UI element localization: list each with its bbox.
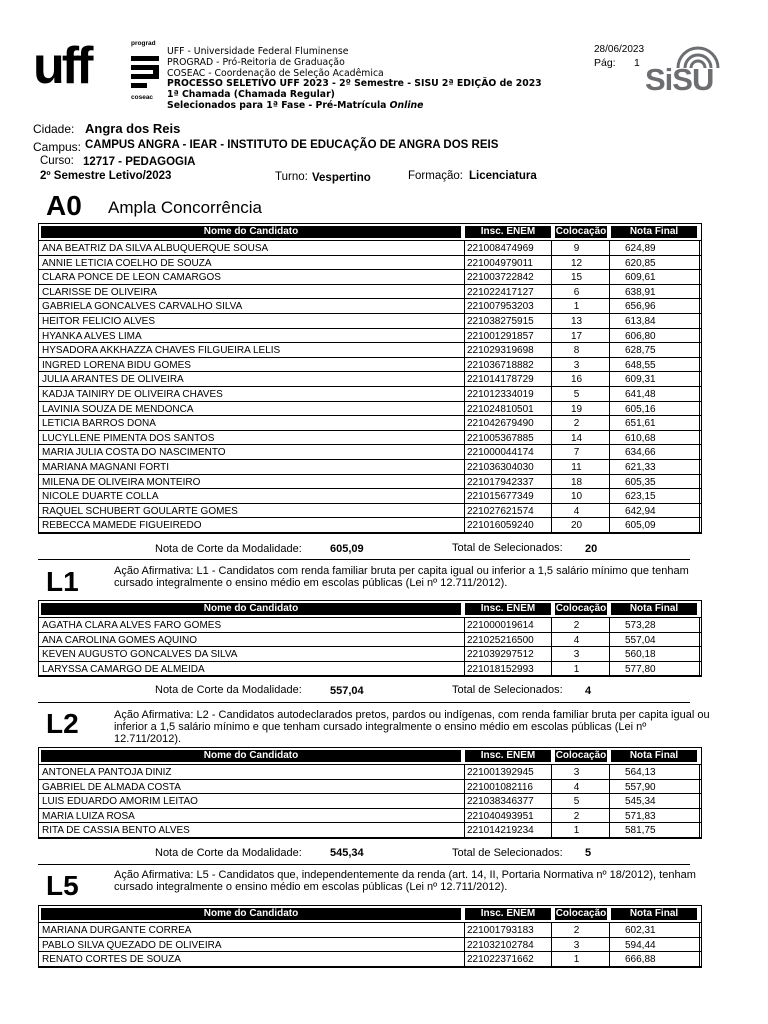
colocacao: 2 [573,620,580,631]
curso-value: 12717 - PEDAGOGIA [83,156,196,168]
semestre-value: 2º Semestre Letivo/2023 [40,170,172,182]
column-divider [699,923,700,967]
column-divider [609,618,610,676]
colocacao: 1 [573,301,580,313]
colocacao: 3 [573,939,580,951]
table-row [39,504,701,519]
cut-l2-value: 545,34 [330,847,364,859]
table-row [39,285,701,300]
section-l2-desc: Ação Afirmativa: L2 - Candidatos autodeclarados pretos, pardos ou indígenas, com renda familiar bruta per capita igual ou inferior a 1,5 salário mínimo e que tenham cursado integralmente o ensino médio em escolas públicas (Lei nº 12.711/2012). [114,709,710,745]
cut-l2-label: Nota de Corte da Modalidade: [155,847,302,859]
header-text-block [167,47,542,112]
enem-number: 221029319698 [467,345,534,357]
section-l5-code: L5 [46,870,79,901]
table-row [39,618,701,633]
col-header-nota: Nota Final [611,226,697,238]
colocacao: 1 [573,954,580,966]
nota-final: 610,68 [625,432,656,444]
enem-number: 221018152993 [467,663,534,675]
col-header-insc: Insc. ENEM [465,226,551,238]
enem-number: 221012334019 [467,388,534,400]
candidate-name: MARIANA MAGNANI FORTI [42,461,170,473]
report-date: 28/06/2023 [594,44,645,55]
colocacao: 6 [573,286,580,298]
table-a0 [38,223,702,534]
col-header-insc: Insc. ENEM [465,603,551,615]
table-row [39,923,701,938]
header-line-selecionados: Selecionados para 1ª Fase - Pré-Matrícula Online [167,99,424,111]
turno-label: Turno: [275,171,308,183]
candidate-name: ANNIE LETICIA COELHO DE SOUZA [42,257,212,269]
nota-final: 557,04 [625,634,656,646]
cut-a0-value: 605,09 [330,543,364,555]
uff-logo-text: uff [33,37,91,95]
colocacao: 1 [573,663,580,675]
enem-number: 221001793183 [467,925,534,936]
candidate-name: RAQUEL SCHUBERT GOULARTE GOMES [42,505,238,517]
colocacao: 17 [570,330,583,342]
campus-value: CAMPUS ANGRA - IEAR - INSTITUTO DE EDUCAÇÃO DE ANGRA DOS REIS [85,139,499,151]
section-a0-code: A0 [46,190,82,221]
table-header [39,224,701,238]
table-row [39,952,701,967]
enem-number: 221015677349 [467,491,534,503]
table-l1 [38,600,702,677]
enem-number: 221000044174 [467,447,534,459]
nota-final: 605,16 [625,403,656,415]
candidate-name: LUCYLLENE PIMENTA DOS SANTOS [42,432,215,444]
enem-number: 221003722842 [467,272,534,284]
candidate-name: RITA DE CASSIA BENTO ALVES [42,825,190,837]
candidate-name: CLARA PONCE DE LEON CAMARGOS [42,272,221,284]
candidate-name: KEVEN AUGUSTO GONCALVES DA SILVA [42,649,238,661]
total-l1-label: Total de Selecionados: [452,684,563,696]
section-l5-desc: Ação Afirmativa: L5 - Candidatos que, independentemente da renda (art. 14, II, Portaria Normativa nº 18/2012), tenham cursado integralmente o ensino médio em escolas públicas (Lei nº 12.711/2012). [114,869,696,893]
table-row [39,314,701,329]
candidate-name: HYSADORA AKKHAZZA CHAVES FILGUEIRA LELIS [42,345,281,357]
sisu-logo-text: SiSU [645,62,714,97]
nota-final: 620,85 [625,257,656,269]
candidate-name: MARIA JULIA COSTA DO NASCIMENTO [42,447,226,459]
colocacao: 14 [570,432,583,444]
col-header-colocacao: Colocação [555,908,607,919]
nota-final: 564,13 [625,767,656,778]
enem-number: 221000019614 [467,620,534,631]
nota-final: 648,55 [625,359,656,371]
header-line-processo: PROCESSO SELETIVO UFF 2023 - 2º Semestre - SISU 2ª EDIÇÃO de 2023 [167,78,542,90]
nota-final: 609,61 [625,272,656,284]
nota-final: 656,96 [625,301,656,313]
prograd-label: prograd [131,40,156,47]
colocacao: 3 [573,359,580,371]
enem-number: 221022417127 [467,286,534,298]
nota-final: 545,34 [625,796,656,808]
colocacao: 5 [573,388,580,400]
col-header-nota: Nota Final [611,603,697,615]
table-header [39,906,701,920]
nota-final: 628,75 [625,345,656,357]
enem-number: 221036718882 [467,359,534,371]
column-divider [464,241,465,533]
nota-final: 581,75 [625,825,656,837]
col-header-nota: Nota Final [611,750,697,762]
colocacao: 8 [573,345,580,357]
campus-label: Campus: [33,140,82,154]
header-line-uff: UFF - Universidade Federal Fluminense [167,46,349,57]
table-row [39,662,701,677]
table-row [39,256,701,271]
nota-final: 594,44 [625,939,656,951]
candidate-name: GABRIELA GONCALVES CARVALHO SILVA [42,301,243,313]
colocacao: 12 [570,257,583,269]
enem-number: 221036304030 [467,461,534,473]
nota-final: 606,80 [625,330,656,342]
candidate-name: GABRIEL DE ALMADA COSTA [42,781,181,793]
candidate-name: HYANKA ALVES LIMA [42,330,142,342]
colocacao: 9 [573,243,580,254]
candidate-name: INGRED LORENA BIDU GOMES [42,359,191,371]
col-header-nota: Nota Final [611,908,697,920]
candidate-name: JULIA ARANTES DE OLIVEIRA [42,374,184,386]
table-row [39,445,701,460]
nota-final: 577,80 [625,663,656,675]
candidate-name: NICOLE DUARTE COLLA [42,491,159,503]
nota-final: 623,15 [625,491,656,503]
table-row [39,431,701,446]
candidate-name: ANTONELA PANTOJA DINIZ [42,767,172,778]
cidade-label: Cidade: [33,122,75,136]
nota-final: 560,18 [625,649,656,661]
total-l2-value: 5 [585,847,592,859]
colocacao: 18 [570,476,583,488]
col-header-nome: Nome do Candidato [41,603,461,615]
nota-final: 651,61 [625,418,656,430]
cidade-value: Angra dos Reis [85,121,181,136]
col-header-insc: Insc. ENEM [465,908,551,920]
colocacao: 2 [573,925,580,936]
candidate-name: RENATO CORTES DE SOUZA [42,954,181,966]
formacao-value: Licenciatura [469,170,537,182]
enem-number: 221016059240 [467,520,534,532]
enem-number: 221042679490 [467,418,534,430]
candidate-name: LARYSSA CAMARGO DE ALMEIDA [42,663,205,675]
nota-final: 557,90 [625,781,656,793]
cut-a0: Nota de Corte da Modalidade: [155,543,302,555]
total-l1-value: 4 [585,685,592,697]
enem-number: 221032102784 [467,939,534,951]
header-line-prograd: PROGRAD - Pró-Reitoria de Graduação [167,56,345,68]
enem-number: 221007953203 [467,301,534,313]
column-divider [699,241,700,533]
total-a0-value: 20 [585,543,598,555]
table-l5 [38,905,702,968]
enem-number: 221038346377 [467,796,534,808]
header-line-chamada: 1ª Chamada (Chamada Regular) [167,89,335,101]
column-divider [699,618,700,676]
total-l2-label: Total de Selecionados: [452,847,563,859]
candidate-name: KADJA TAINIRY DE OLIVEIRA CHAVES [42,388,223,400]
formacao-label: Formação: [408,170,463,182]
colocacao: 5 [573,796,580,808]
total-a0-label: Total de Selecionados: [452,542,563,554]
enem-number: 221014219234 [467,825,534,837]
colocacao: 20 [570,520,583,532]
enem-number: 221038275915 [467,315,534,327]
nota-final: 634,66 [625,447,656,459]
page-label: Pág: [594,57,616,69]
table-row [39,765,701,780]
candidate-name: PABLO SILVA QUEZADO DE OLIVEIRA [42,939,222,951]
candidate-name: LUIS EDUARDO AMORIM LEITAO [42,796,198,808]
table-l2 [38,747,702,839]
table-row [39,647,701,662]
colocacao: 3 [573,767,580,778]
section-l1-code: L1 [46,566,79,597]
colocacao: 2 [573,810,580,822]
colocacao: 16 [570,374,583,386]
colocacao: 15 [570,272,583,284]
prograd-coseac-mark [128,48,164,94]
table-header [39,601,701,615]
cut-l1-label: Nota de Corte da Modalidade: [155,684,302,696]
table-row [39,402,701,417]
divider-l2 [38,864,690,865]
candidate-name: REBECCA MAMEDE FIGUEIREDO [42,520,202,532]
column-divider [609,241,610,533]
table-row [39,780,701,795]
col-header-colocacao: Colocação [555,750,607,761]
colocacao: 4 [573,505,580,517]
enem-number: 221014178729 [467,374,534,386]
candidate-name: LETICIA BARROS DONA [42,418,156,430]
section-l2-code: L2 [46,708,79,739]
enem-number: 221001082116 [467,781,533,793]
candidate-name: MILENA DE OLIVEIRA MONTEIRO [42,476,201,488]
colocacao: 1 [573,825,580,837]
candidate-name: HEITOR FELICIO ALVES [42,315,155,327]
col-header-insc: Insc. ENEM [465,750,551,762]
enem-number: 221017942337 [467,476,534,488]
nota-final: 641,48 [625,388,656,400]
col-header-colocacao: Colocação [555,603,607,614]
header-line-coseac: COSEAC - Coordenação de Seleção Acadêmica [167,67,384,79]
table-row [39,416,701,431]
table-row [39,299,701,314]
enem-number: 221027621574 [467,505,534,517]
nota-final: 638,91 [625,286,656,298]
candidate-name: CLARISSE DE OLIVEIRA [42,286,158,298]
table-row [39,372,701,387]
column-divider [551,765,552,838]
table-row [39,241,701,256]
nota-final: 605,09 [625,520,656,532]
curso-label: Curso: [40,155,74,167]
col-header-nome: Nome do Candidato [41,226,461,238]
table-row [39,518,701,533]
nota-final: 613,84 [625,315,656,327]
nota-final: 642,94 [625,505,656,517]
section-a0-title: Ampla Concorrência [108,198,263,217]
table-row [39,633,701,648]
col-header-nome: Nome do Candidato [41,750,461,762]
enem-number: 221022371662 [467,954,534,966]
colocacao: 4 [573,634,580,646]
col-header-nome: Nome do Candidato [41,908,461,920]
nota-final: 666,88 [625,954,656,966]
nota-final: 621,33 [625,461,656,473]
candidate-name: MARIA LUIZA ROSA [42,810,135,822]
column-divider [551,241,552,533]
candidate-name: ANA CAROLINA GOMES AQUINO [42,634,198,646]
candidate-name: AGATHA CLARA ALVES FARO GOMES [42,620,222,631]
colocacao: 2 [573,418,580,430]
enem-number: 221001392945 [467,767,534,778]
enem-number: 221004979011 [467,257,533,269]
enem-number: 221025216500 [467,634,534,646]
colocacao: 13 [570,315,583,327]
colocacao: 3 [573,649,580,661]
colocacao: 4 [573,781,580,793]
column-divider [609,765,610,838]
table-row [39,489,701,504]
table-row [39,329,701,344]
enem-number: 221005367885 [467,432,534,444]
column-divider [551,923,552,967]
nota-final: 609,31 [625,374,656,386]
col-header-colocacao: Colocação [555,226,607,237]
table-row [39,460,701,475]
column-divider [464,765,465,838]
colocacao: 7 [573,447,580,459]
divider-l1 [38,702,690,703]
table-header [39,748,701,762]
table-row [39,343,701,358]
candidate-name: ANA BEATRIZ DA SILVA ALBUQUERQUE SOUSA [42,243,269,254]
cut-l1-value: 557,04 [330,685,364,697]
table-row [39,387,701,402]
enem-number: 221024810501 [467,403,534,415]
nota-final: 571,83 [625,810,656,822]
coseac-label: coseac [131,94,154,101]
table-row [39,809,701,824]
candidate-name: MARIANA DURGANTE CORREA [42,925,192,936]
column-divider [699,765,700,838]
column-divider [551,618,552,676]
colocacao: 19 [570,403,583,415]
candidate-name: LAVINIA SOUZA DE MENDONCA [42,403,194,415]
enem-number: 221040493951 [467,810,534,822]
table-row [39,938,701,953]
turno-value: Vespertino [312,172,371,184]
table-row [39,358,701,373]
table-row [39,270,701,285]
column-divider [464,618,465,676]
divider-a0 [38,559,690,560]
table-row [39,794,701,809]
colocacao: 11 [571,461,582,473]
nota-final: 602,31 [625,925,656,936]
nota-final: 605,35 [625,476,656,488]
enem-number: 221001291857 [467,330,534,342]
nota-final: 573,28 [625,620,656,631]
section-l1-desc: Ação Afirmativa: L1 - Candidatos com renda familiar bruta per capita igual ou inferior a 1,5 salário mínimo que tenham cursado integralmente o ensino médio em escolas públicas (Lei nº 12.711/2012). [114,565,689,589]
page-number: 1 [634,57,640,69]
enem-number: 221008474969 [467,243,534,254]
column-divider [609,923,610,967]
table-row [39,823,701,838]
table-row [39,475,701,490]
enem-number: 221039297512 [467,649,534,661]
nota-final: 624,89 [625,243,656,254]
column-divider [464,923,465,967]
colocacao: 10 [570,491,583,503]
